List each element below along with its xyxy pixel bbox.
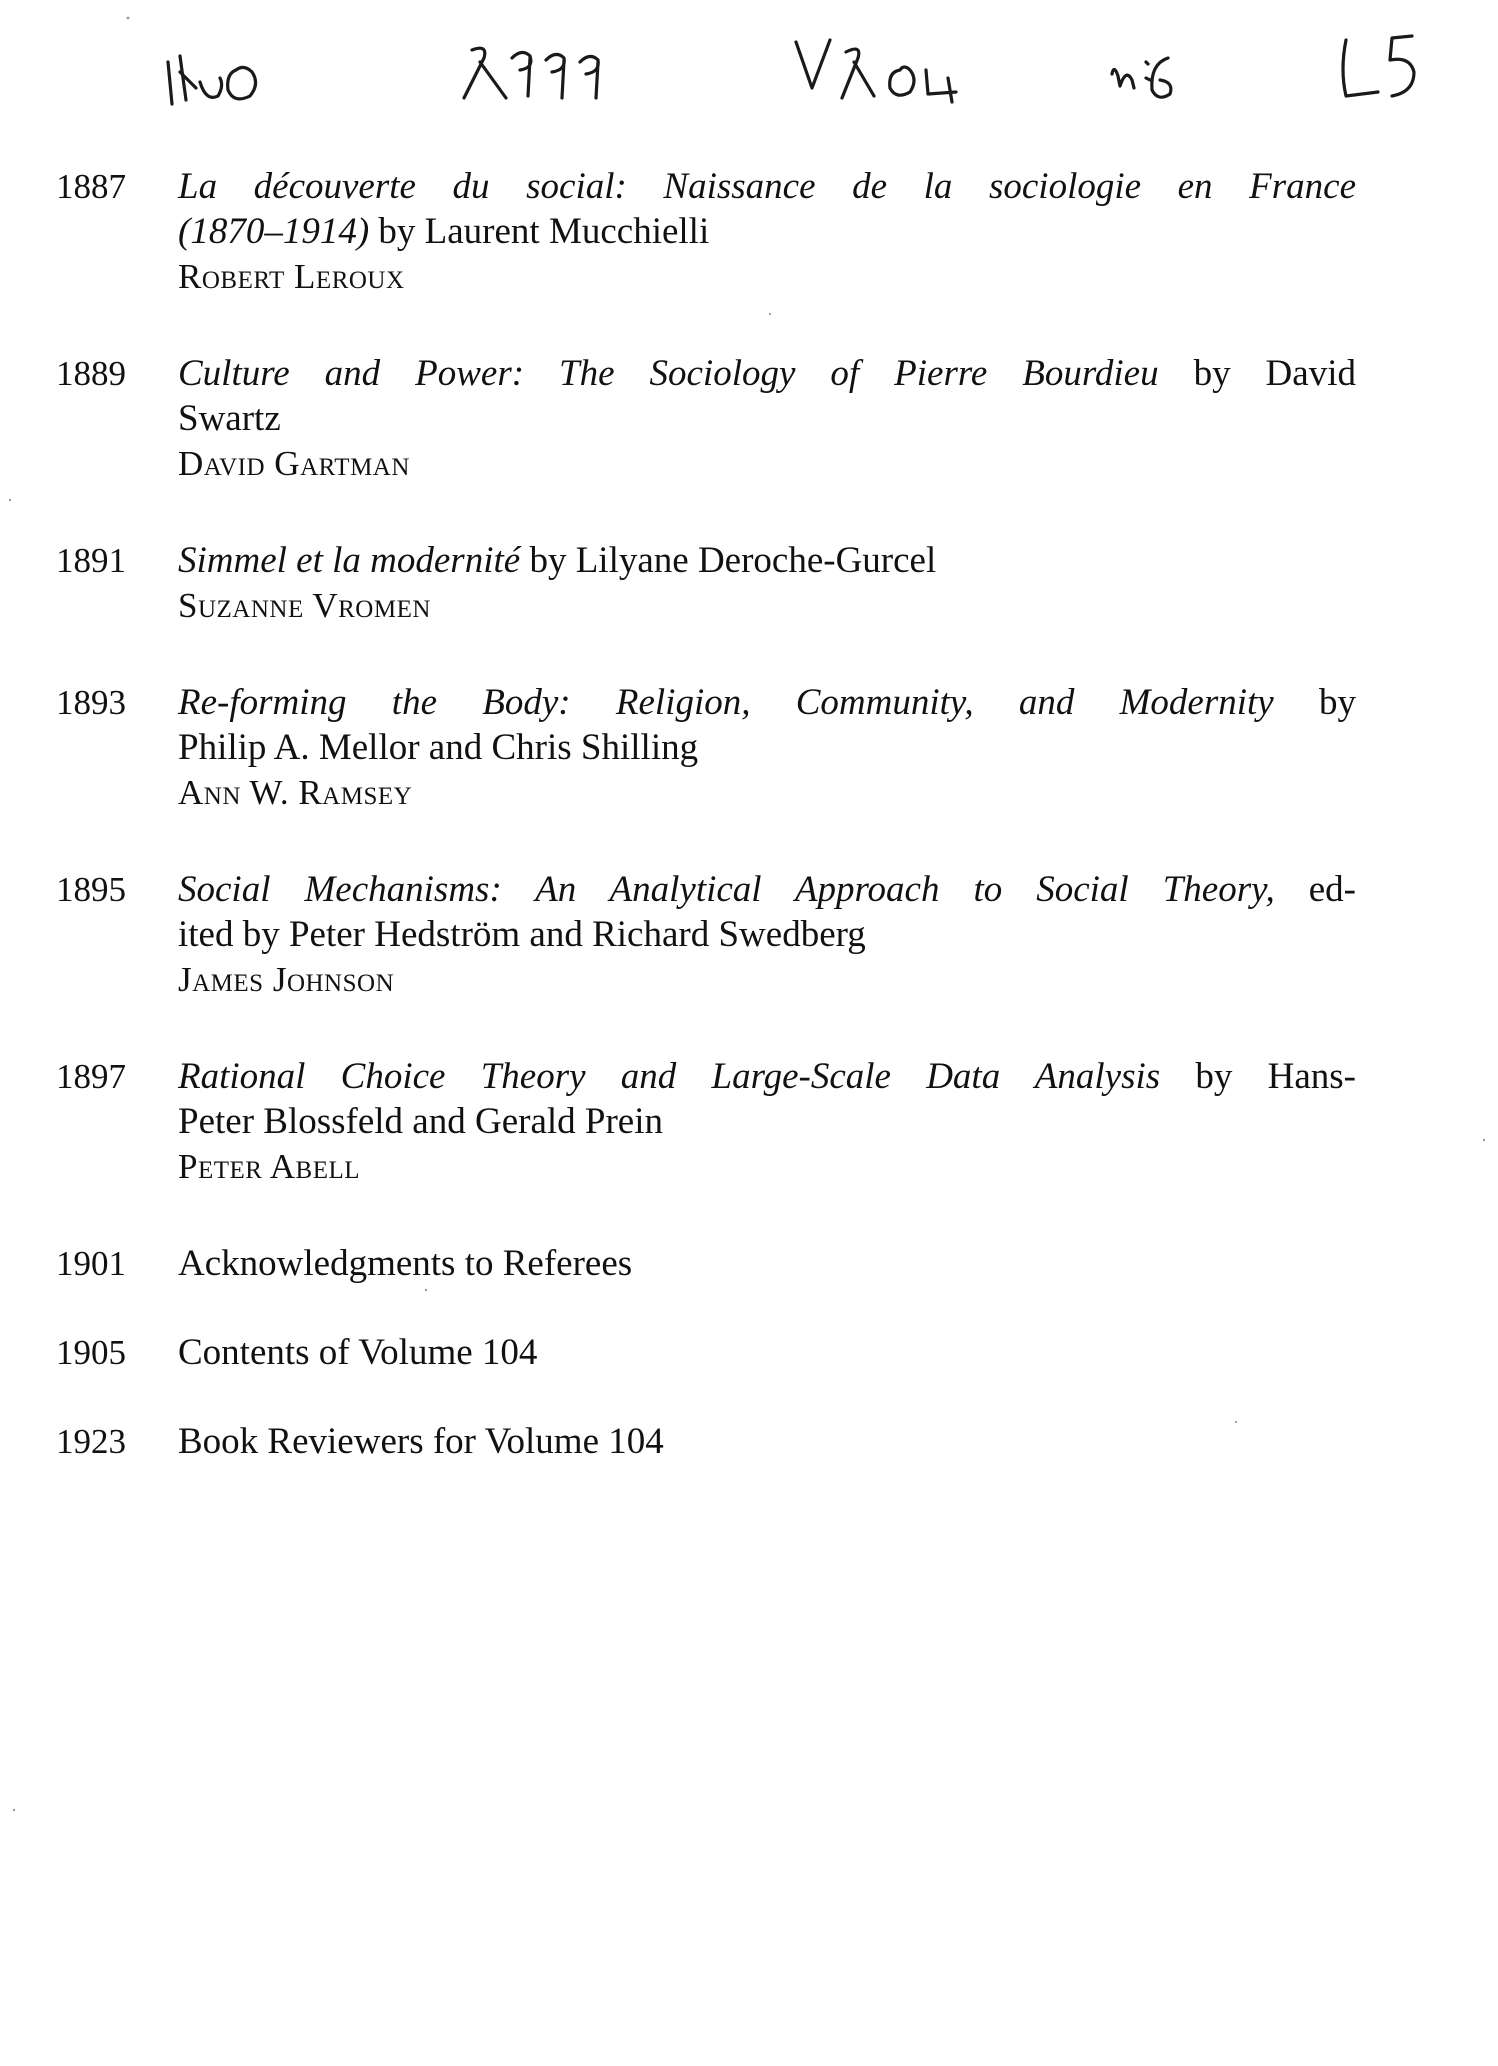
book-author: Philip A. Mellor and Chris Shilling — [178, 727, 699, 768]
book-title: (1870–1914) — [178, 211, 370, 252]
page-number: 1895 — [56, 870, 126, 909]
entry-text: Book Reviewers for Volume 104 — [178, 1421, 664, 1462]
contents-entry — [56, 351, 1356, 486]
reviewer-name: David Gartman — [178, 444, 410, 483]
citation-line — [178, 680, 1356, 725]
book-author: Swartz — [178, 398, 281, 439]
book-title: Rational Choice Theory and Large-Scale Data Analysis — [178, 1056, 1161, 1097]
entry-body — [178, 680, 1356, 815]
book-title: Social Mechanisms: An Analytical Approach to Social Theory, — [178, 869, 1275, 910]
reviewer-name: Robert Leroux — [178, 257, 405, 296]
citation-line — [178, 725, 1356, 770]
contents-entry — [56, 1330, 1356, 1375]
entry-text: Acknowledgments to Referees — [178, 1243, 633, 1284]
entry-body — [178, 351, 1356, 486]
contents-entry — [56, 867, 1356, 1002]
book-title: La découverte du social: Naissance de la sociologie en France — [178, 166, 1356, 207]
reviewer-name: Peter Abell — [178, 1147, 361, 1186]
reviewer-name: Suzanne Vromen — [178, 586, 431, 625]
book-author: by Lilyane Deroche-Gurcel — [520, 540, 937, 581]
contents-entry — [56, 1419, 1356, 1464]
citation-line — [178, 209, 1356, 254]
book-author: ed- — [1274, 869, 1356, 910]
page-number: 1905 — [56, 1333, 126, 1372]
citation-line — [178, 1099, 1356, 1144]
book-author: by — [1273, 682, 1357, 723]
contents-entry — [56, 164, 1356, 299]
book-author: ited by Peter Hedström and Richard Swedberg — [178, 914, 866, 955]
reviewer-name: James Johnson — [178, 960, 395, 999]
entry-body — [178, 164, 1356, 299]
page-number: 1889 — [56, 354, 126, 393]
book-title: Culture and Power: The Sociology of Pierre Bourdieu — [178, 353, 1159, 394]
page-number: 1923 — [56, 1422, 126, 1461]
citation-line — [178, 538, 1356, 583]
reviewer-name: Ann W. Ramsey — [178, 773, 413, 812]
contents-entry — [56, 538, 1356, 628]
citation-line — [178, 351, 1356, 396]
page-number: 1897 — [56, 1057, 126, 1096]
page-number: 1901 — [56, 1244, 126, 1283]
contents-entry — [56, 680, 1356, 815]
citation-line — [178, 867, 1356, 912]
book-author: by Hans- — [1160, 1056, 1356, 1097]
entry-body — [178, 538, 1356, 628]
contents-entry — [56, 1241, 1356, 1286]
page-number: 1891 — [56, 541, 126, 580]
book-title: Simmel et la modernité — [178, 540, 521, 581]
citation-line — [178, 1054, 1356, 1099]
entry-body — [178, 867, 1356, 1002]
contents-entry — [56, 1054, 1356, 1189]
book-author: by Laurent Mucchielli — [369, 211, 710, 252]
citation-line — [178, 396, 1356, 441]
book-author: Peter Blossfeld and Gerald Prein — [178, 1101, 663, 1142]
book-author: by David — [1158, 353, 1356, 394]
citation-line — [178, 912, 1356, 957]
page-number: 1887 — [56, 167, 126, 206]
entry-text: Contents of Volume 104 — [178, 1332, 538, 1373]
book-title: Re-forming the Body: Religion, Community, and Modernity — [178, 682, 1274, 723]
citation-line — [178, 164, 1356, 209]
page-number: 1893 — [56, 683, 126, 722]
contents-list — [56, 164, 1356, 1508]
entry-body — [178, 1054, 1356, 1189]
